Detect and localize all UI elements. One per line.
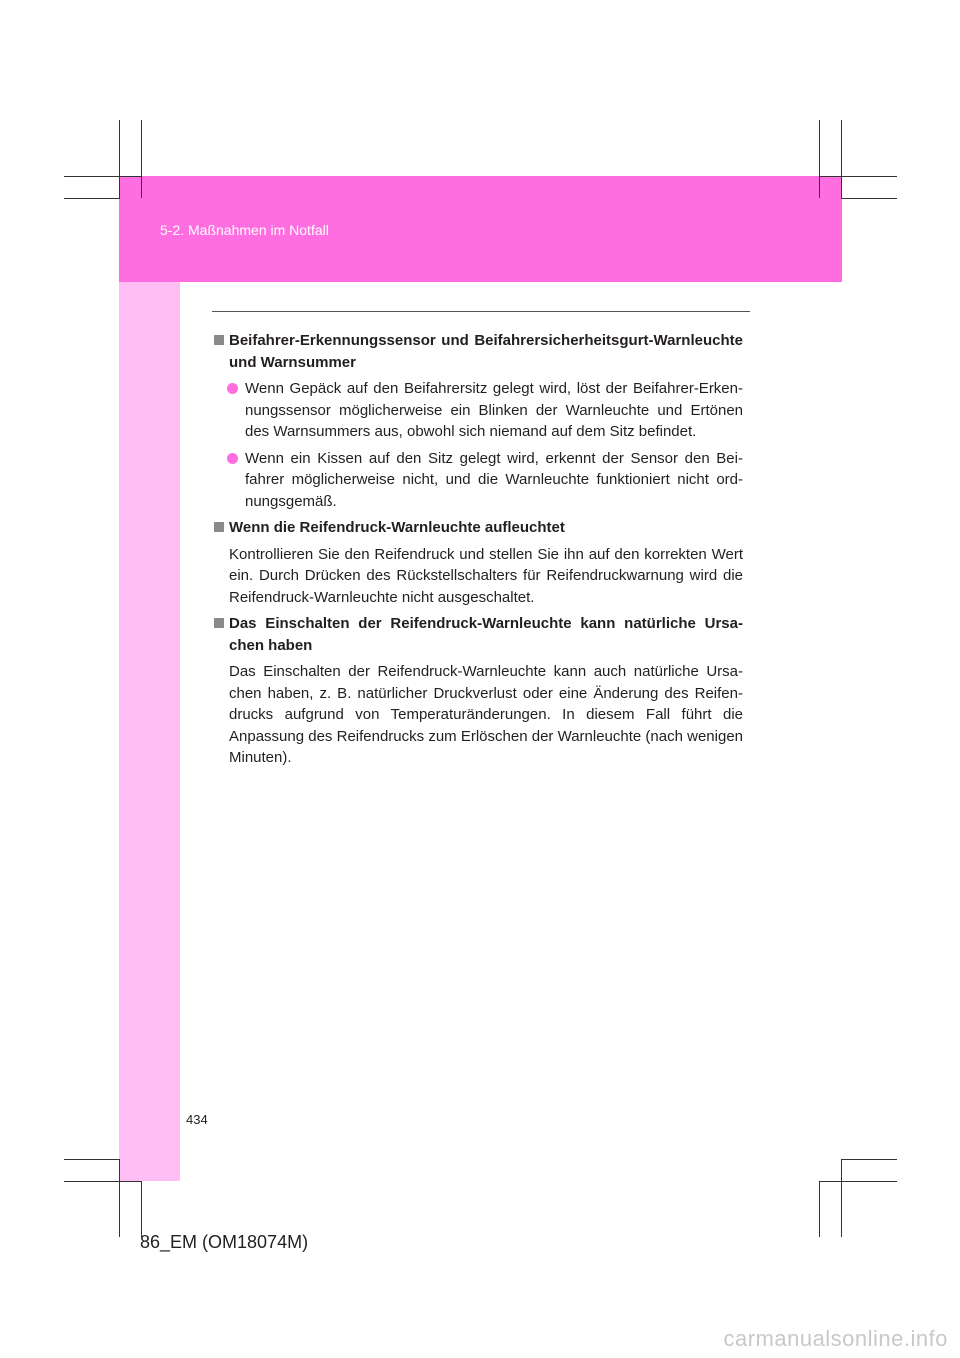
side-band bbox=[119, 282, 180, 1181]
square-bullet-icon bbox=[214, 522, 224, 532]
document-code: 86_EM (OM18074M) bbox=[140, 1232, 309, 1252]
crop-mark bbox=[64, 1159, 120, 1160]
paragraph: Kontrollieren Sie den Reifendruck und stellen Sie ihn auf den korrekten Wert ein. Durch Drücken des Rückstellschalters für Reifendruckwarnung wird die Reifendruck-Warnleuchte nicht ausgeschaltet. bbox=[229, 545, 743, 606]
crop-mark bbox=[819, 176, 897, 177]
circle-bullet-icon bbox=[227, 453, 238, 464]
list-item: Wenn ein Kissen auf den Sitz gelegt wird, erkennt der Sensor den Beifahrer möglicherweise nicht, und die Warnleuchte funktioniert nicht ordnungsgemäß. bbox=[213, 448, 743, 513]
crop-mark bbox=[119, 120, 120, 198]
crop-mark bbox=[819, 120, 820, 198]
divider bbox=[212, 311, 750, 312]
section-heading: Das Einschalten der Reifendruck-Warnleuchte kann natürliche Ursachen haben bbox=[213, 613, 743, 656]
watermark: carmanualsonline.info bbox=[723, 1326, 948, 1351]
crop-mark bbox=[64, 176, 142, 177]
section-heading: Wenn die Reifendruck-Warnleuchte aufleuchtet bbox=[213, 517, 743, 539]
square-bullet-icon bbox=[214, 618, 224, 628]
crop-mark bbox=[64, 198, 120, 199]
crop-mark bbox=[141, 120, 142, 198]
content bbox=[213, 330, 743, 769]
crop-mark bbox=[119, 1159, 120, 1237]
section-heading: Beifahrer-Erkennungssensor und Beifahrersicherheitsgurt-Warnleuchte und Warnsummer bbox=[213, 330, 743, 373]
section-title: 5-2. Maßnahmen im Notfall bbox=[160, 222, 329, 238]
crop-mark bbox=[141, 1181, 142, 1237]
crop-mark bbox=[841, 1159, 842, 1237]
crop-mark bbox=[841, 198, 897, 199]
crop-mark bbox=[819, 1181, 820, 1237]
page-number: 434 bbox=[186, 1112, 208, 1127]
crop-mark bbox=[841, 1159, 897, 1160]
crop-mark bbox=[64, 1181, 142, 1182]
paragraph: Das Einschalten der Reifendruck-Warnleuchte kann auch natürliche Ursachen haben, z. B. natürlicher Druckverlust oder eine Änderung des Reifendrucks aufgrund von Temperaturänderungen. In diesem Fall führt die Anpassung des Reifendrucks zum Erlöschen der Warnleuchte (nach wenigen Minuten). bbox=[229, 663, 743, 766]
square-bullet-icon bbox=[214, 335, 224, 345]
circle-bullet-icon bbox=[227, 383, 238, 394]
list-item: Wenn Gepäck auf den Beifahrersitz gelegt wird, löst der Beifahrer-Erkennungssensor möglicherweise ein Blinken der Warnleuchte und Ertönen des Warnsummers aus, obwohl sich niemand auf dem Sitz befindet. bbox=[213, 378, 743, 443]
crop-mark bbox=[841, 120, 842, 198]
crop-mark bbox=[819, 1181, 897, 1182]
